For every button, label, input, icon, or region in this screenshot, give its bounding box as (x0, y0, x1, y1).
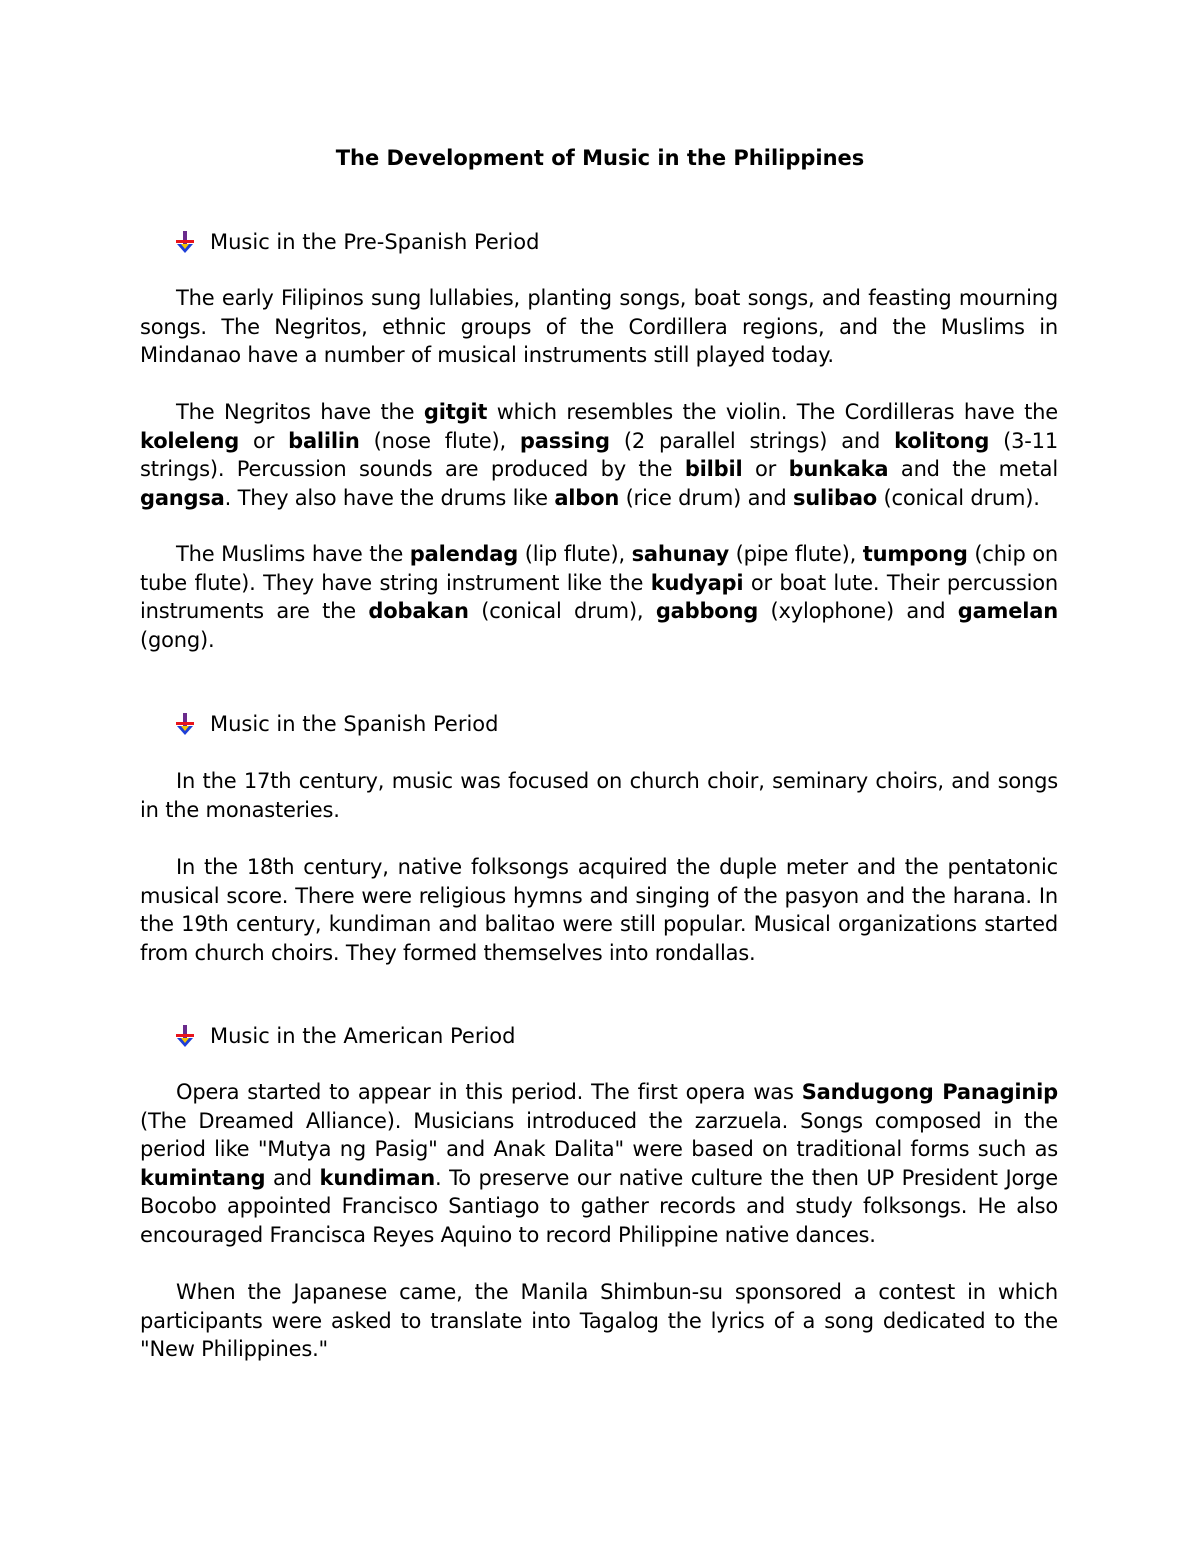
instrument-term: kolitong (894, 428, 990, 453)
paragraph-text: or (239, 428, 289, 453)
paragraph-text: The Muslims have the (176, 542, 410, 566)
paragraph (140, 767, 1058, 824)
paragraph-text: (nose flute), (359, 428, 520, 453)
paragraph-text: When the Japanese came, the Manila Shimbun-su sponsored a contest in which participants were asked to translate into Tagalog the lyrics of a song dedicated to the "New Philippines." (140, 1280, 1058, 1361)
instrument-term: bilbil (684, 457, 743, 481)
instrument-term: gangsa (140, 485, 225, 510)
paragraph-text: The Negritos have the (176, 400, 424, 424)
section-heading-text: Music in the American Period (210, 1024, 516, 1048)
down-arrow-bullet-icon (174, 1024, 196, 1048)
instrument-term: balilin (288, 428, 360, 453)
paragraph (140, 1078, 1058, 1249)
paragraph-text: (xylophone) and (758, 599, 958, 623)
instrument-term: kudyapi (650, 570, 744, 595)
section-heading-text: Music in the Pre-Spanish Period (210, 230, 540, 254)
paragraph-text: and the metal (888, 457, 1058, 481)
paragraph-text: (pipe flute), (728, 542, 863, 566)
down-arrow-bullet-icon (174, 230, 196, 254)
paragraph-text: . They also have the drums like (224, 485, 555, 510)
instrument-term: sahunay (631, 542, 729, 566)
paragraph (140, 540, 1058, 654)
instrument-term: gitgit (423, 400, 488, 424)
section-heading (174, 227, 539, 257)
instrument-term: bunkaka (788, 457, 889, 481)
instrument-term: koleleng (140, 428, 240, 453)
instrument-term: gabbong (655, 599, 759, 623)
instrument-term: gamelan (957, 599, 1058, 623)
instrument-term: palendag (409, 542, 519, 566)
instrument-term: albon (554, 485, 620, 510)
paragraph-text: (conical drum). (877, 485, 1040, 510)
paragraph-text: (rice drum) and (619, 485, 793, 510)
section-heading (174, 709, 498, 739)
instrument-term: tumpong (862, 542, 968, 566)
section-heading (174, 1021, 515, 1051)
paragraph-text: Opera started to appear in this period. The first opera was (176, 1080, 802, 1104)
paragraph-text: or (742, 457, 789, 481)
section-heading-text: Music in the Spanish Period (210, 712, 499, 736)
paragraph-text: (lip flute), (518, 542, 632, 566)
paragraph-text: (chip on tube flute). They have string instrument like the (140, 542, 1059, 595)
paragraph-text: (The Dreamed Alliance). Musicians introduced the zarzuela. Songs composed in the period like "Mutya ng Pasig" and Anak Dalita" were based on traditional forms such as (140, 1108, 1058, 1161)
paragraph-text: which resembles the violin. The Cordilleras have the (487, 400, 1058, 424)
instrument-term: dobakan (368, 599, 469, 623)
paragraph (140, 284, 1058, 370)
page-title: The Development of Music in the Philippines (335, 146, 865, 170)
instrument-term: sulibao (792, 485, 878, 510)
paragraph-text: or boat lute. Their percussion instruments are the (140, 570, 1058, 623)
paragraph (140, 398, 1058, 512)
paragraph-text: In the 18th century, native folksongs acquired the duple meter and the pentatonic musical score. There were religious hymns and singing of the pasyon and the harana. In the 19th century, kundiman and balitao were still popular. Musical organizations started from church choirs. They formed themselves into rondallas. (140, 855, 1058, 965)
paragraph-text: The early Filipinos sung lullabies, planting songs, boat songs, and feasting mourning songs. The Negritos, ethnic groups of the Cordillera regions, and the Muslims in Mindanao have a number of musical instruments still played today. (140, 286, 1058, 367)
paragraph-text: and (265, 1165, 320, 1190)
paragraph-text: (gong). (140, 627, 215, 652)
paragraph (140, 1278, 1058, 1364)
instrument-term: kumintang (140, 1165, 266, 1190)
paragraph-text: (3-11 strings). Percussion sounds are produced by the (140, 428, 1058, 481)
paragraph-text: . To preserve our native culture the then UP President Jorge Bocobo appointed Francisco Santiago to gather records and study folksongs. He also encouraged Francisca Reyes Aquino to record Philippine native dances. (140, 1165, 1059, 1247)
instrument-term: Sandugong Panaginip (801, 1080, 1059, 1104)
instrument-term: passing (519, 428, 610, 453)
paragraph (140, 853, 1058, 967)
instrument-term: kundiman (319, 1165, 436, 1190)
paragraph-text: (conical drum), (468, 599, 656, 623)
paragraph-text: In the 17th century, music was focused on church choir, seminary choirs, and songs in the monasteries. (140, 769, 1058, 822)
down-arrow-bullet-icon (174, 712, 196, 736)
paragraph-text: (2 parallel strings) and (609, 428, 895, 453)
